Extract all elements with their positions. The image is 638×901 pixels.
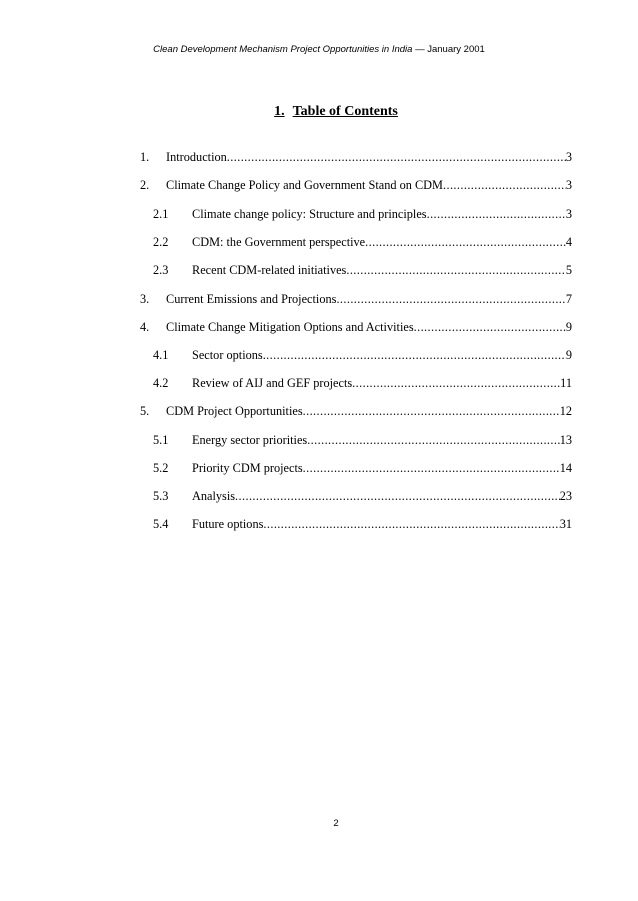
toc-entry-number: 5.2 [153, 461, 169, 475]
dot-leader [263, 348, 566, 363]
toc-entry-number: 2.3 [153, 263, 169, 277]
header-date: January 2001 [427, 44, 485, 55]
header-title: Clean Development Mechanism Project Opportunities in India [153, 44, 413, 55]
dot-leader [427, 207, 566, 222]
dot-leader [303, 404, 560, 419]
toc-entry-page: 23 [559, 489, 572, 503]
toc-entry-2-1[interactable] [153, 207, 572, 225]
toc-entry-page: 9 [565, 320, 572, 334]
page-number: 2 [333, 818, 339, 829]
toc-heading-text: Table of Contents [292, 104, 398, 119]
toc-entry-number: 5. [140, 404, 150, 418]
toc-heading-number: 1. [274, 104, 285, 119]
toc-entry-1[interactable] [140, 150, 572, 168]
dot-leader [414, 320, 566, 335]
toc-entry-page: 11 [560, 376, 572, 390]
dot-leader [307, 433, 560, 448]
toc-entry-label: Current Emissions and Projections [166, 292, 337, 306]
toc-entry-4-2[interactable] [153, 376, 572, 394]
header-separator: — [412, 44, 428, 55]
toc-entry-label: CDM Project Opportunities [166, 404, 303, 418]
toc-entry-number: 1. [140, 150, 150, 164]
toc-entry-number: 3. [140, 292, 150, 306]
running-header [0, 44, 638, 55]
toc-entry-page: 14 [559, 461, 572, 475]
toc-entry-label: Priority CDM projects [192, 461, 303, 475]
toc-entry-label: Introduction [166, 150, 227, 164]
toc-entry-page: 3 [565, 178, 572, 192]
toc-entry-page: 4 [565, 235, 572, 249]
toc-entry-label: Sector options [192, 348, 263, 362]
toc-entry-5-4[interactable] [153, 517, 572, 535]
toc-entry-4[interactable] [140, 320, 572, 338]
dot-leader [352, 376, 560, 391]
toc-entry-page: 3 [565, 150, 572, 164]
toc-entry-label: Recent CDM-related initiatives [192, 263, 347, 277]
dot-leader [443, 178, 566, 193]
toc-entry-number: 2.2 [153, 235, 169, 249]
toc-heading [0, 104, 638, 120]
toc-entry-number: 4. [140, 320, 150, 334]
toc-entry-2-3[interactable] [153, 263, 572, 281]
dot-leader [336, 292, 565, 307]
toc-entry-page: 5 [565, 263, 572, 277]
toc-entry-number: 2. [140, 178, 150, 192]
toc-entry-page: 3 [565, 207, 572, 221]
toc-entry-number: 4.1 [153, 348, 169, 362]
toc-entry-4-1[interactable] [153, 348, 572, 366]
dot-leader [263, 517, 559, 532]
toc-entry-page: 9 [565, 348, 572, 362]
toc-entry-number: 2.1 [153, 207, 169, 221]
toc-entry-page: 12 [559, 404, 572, 418]
toc-entry-label: Climate change policy: Structure and principles [192, 207, 427, 221]
toc-entry-5-3[interactable] [153, 489, 572, 507]
dot-leader [303, 461, 560, 476]
toc-entry-3[interactable] [140, 292, 572, 310]
toc-entry-2-2[interactable] [153, 235, 572, 253]
toc-entry-5-1[interactable] [153, 433, 572, 451]
toc-entry-label: CDM: the Government perspective [192, 235, 366, 249]
toc-entry-page: 7 [565, 292, 572, 306]
dot-leader [346, 263, 565, 278]
toc-entry-label: Review of AIJ and GEF projects [192, 376, 353, 390]
dot-leader [365, 235, 566, 250]
toc-entry-label: Climate Change Policy and Government Stand on CDM [166, 178, 443, 192]
toc-entry-page: 13 [559, 433, 572, 447]
toc-entry-number: 5.4 [153, 517, 169, 531]
dot-leader [235, 489, 560, 504]
toc-entry-5[interactable] [140, 404, 572, 422]
toc-entry-label: Analysis [192, 489, 236, 503]
toc-entry-5-2[interactable] [153, 461, 572, 479]
toc-entry-label: Climate Change Mitigation Options and Activities [166, 320, 414, 334]
toc-entry-number: 5.3 [153, 489, 169, 503]
dot-leader [227, 150, 566, 165]
toc-entry-2[interactable] [140, 178, 572, 196]
toc-entry-label: Future options [192, 517, 264, 531]
toc-entry-number: 5.1 [153, 433, 169, 447]
toc-entry-page: 31 [559, 517, 572, 531]
toc-entry-label: Energy sector priorities [192, 433, 308, 447]
toc-entry-number: 4.2 [153, 376, 169, 390]
